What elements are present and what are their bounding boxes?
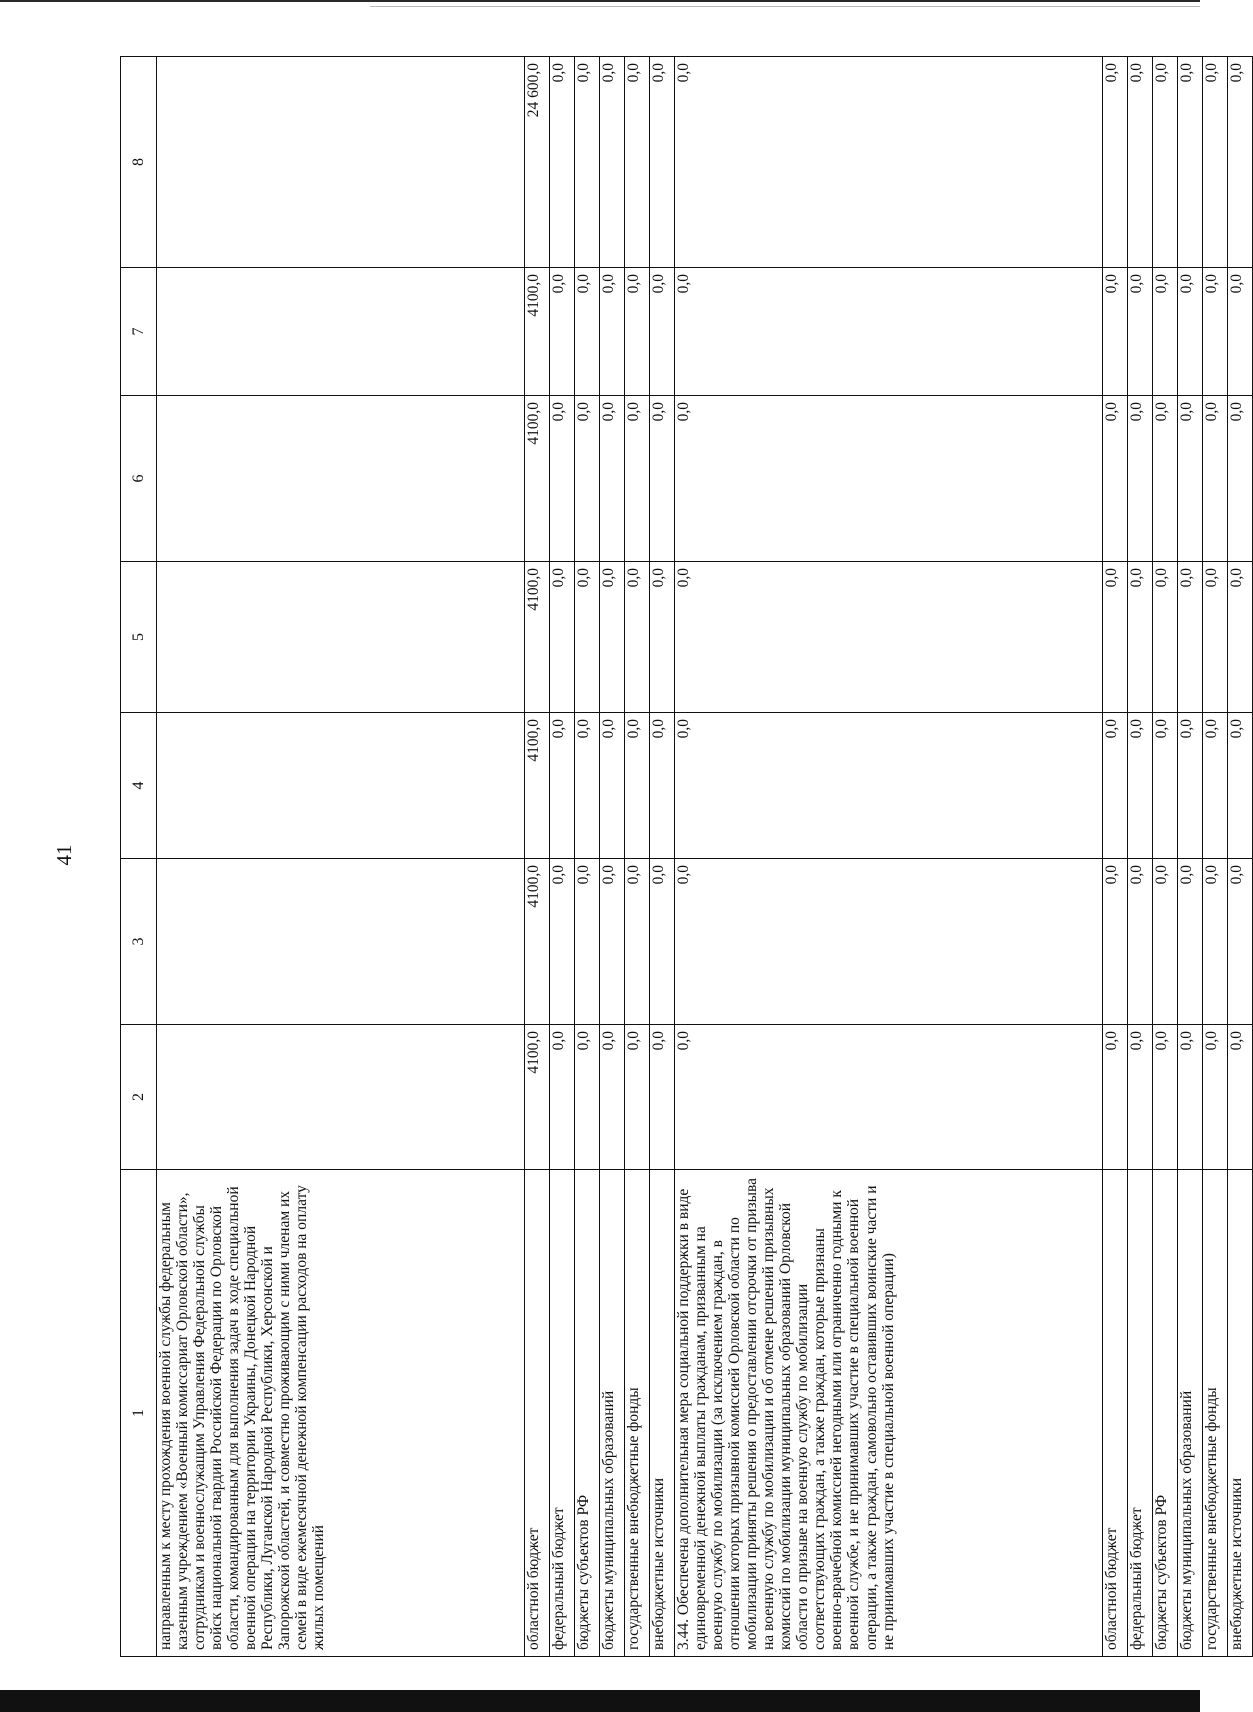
value-cell: 0,0 xyxy=(1153,268,1178,396)
total-value-cell: 0,0 xyxy=(1128,57,1153,268)
value-cell: 0,0 xyxy=(1128,713,1153,859)
value-cell: 4100,0 xyxy=(525,859,550,1025)
value-cell: 0,0 xyxy=(1128,562,1153,713)
value-cell: 0,0 xyxy=(675,859,1103,1025)
total-value-cell: 24 600,0 xyxy=(525,57,550,268)
value-cell: 0,0 xyxy=(1228,713,1253,859)
col-header-5: 5 xyxy=(121,562,157,713)
value-cell: 0,0 xyxy=(1153,396,1178,562)
total-value-cell: 0,0 xyxy=(1228,57,1253,268)
value-cell: 0,0 xyxy=(1203,713,1228,859)
funding-row-state-funds xyxy=(625,57,650,1657)
value-cell: 0,0 xyxy=(1153,859,1178,1025)
value-cell: 4100,0 xyxy=(525,1025,550,1170)
value-cell: 0,0 xyxy=(1203,562,1228,713)
col-header-6: 6 xyxy=(121,396,157,562)
col-header-7: 7 xyxy=(121,268,157,396)
value-cell: 4100,0 xyxy=(525,268,550,396)
value-cell: 4100,0 xyxy=(525,713,550,859)
value-cell: 0,0 xyxy=(650,396,675,562)
value-cell: 0,0 xyxy=(650,268,675,396)
col-header-2: 2 xyxy=(121,1025,157,1170)
value-cell: 0,0 xyxy=(600,396,625,562)
value-cell: 0,0 xyxy=(675,268,1103,396)
value-cell: 0,0 xyxy=(1203,859,1228,1025)
value-cell: 0,0 xyxy=(575,268,600,396)
value-cell: 0,0 xyxy=(1153,713,1178,859)
total-value-cell: 0,0 xyxy=(650,57,675,268)
value-cell: 0,0 xyxy=(675,713,1103,859)
column-number-row xyxy=(121,57,157,1657)
value-cell: 0,0 xyxy=(625,713,650,859)
funding-row-subjects xyxy=(575,57,600,1657)
value-cell: 0,0 xyxy=(675,1025,1103,1170)
funding-source-label: бюджеты субъектов РФ xyxy=(575,1170,600,1657)
value-cell: 0,0 xyxy=(600,713,625,859)
value-cell: 0,0 xyxy=(1203,396,1228,562)
total-value-cell: 0,0 xyxy=(1203,57,1228,268)
value-cell: 0,0 xyxy=(1178,859,1203,1025)
total-value-cell: 0,0 xyxy=(1103,57,1128,268)
value-cell: 0,0 xyxy=(600,859,625,1025)
value-cell: 0,0 xyxy=(1203,1025,1228,1170)
funding-source-label: внебюджетные источники xyxy=(650,1170,675,1657)
measure-description-row xyxy=(157,57,525,1657)
value-cell: 0,0 xyxy=(575,396,600,562)
value-cell: 0,0 xyxy=(1178,713,1203,859)
value-cell: 0,0 xyxy=(1178,268,1203,396)
budget-table xyxy=(120,56,1253,1657)
value-cell: 0,0 xyxy=(600,268,625,396)
measure-3-44-row xyxy=(675,57,1103,1657)
funding-row-municipal xyxy=(1178,57,1203,1657)
page-number: 41 xyxy=(52,844,76,866)
funding-source-label: областной бюджет xyxy=(1103,1170,1128,1657)
funding-source-label: внебюджетные источники xyxy=(1228,1170,1253,1657)
funding-row-regional xyxy=(525,57,550,1657)
total-value-cell: 0,0 xyxy=(1178,57,1203,268)
value-cell: 0,0 xyxy=(1203,268,1228,396)
value-cell: 0,0 xyxy=(600,562,625,713)
value-cell: 0,0 xyxy=(1228,396,1253,562)
funding-row-extrabudgetary xyxy=(650,57,675,1657)
scan-edge-bottom xyxy=(0,1690,1200,1712)
value-cell: 0,0 xyxy=(1228,268,1253,396)
value-cell: 0,0 xyxy=(1128,859,1153,1025)
value-cell: 0,0 xyxy=(625,562,650,713)
funding-source-label: областной бюджет xyxy=(525,1170,550,1657)
value-cell: 0,0 xyxy=(1103,859,1128,1025)
total-value-cell: 0,0 xyxy=(675,57,1103,268)
value-cell: 0,0 xyxy=(675,562,1103,713)
value-cell: 0,0 xyxy=(600,1025,625,1170)
funding-row-municipal xyxy=(600,57,625,1657)
total-value-cell: 0,0 xyxy=(600,57,625,268)
value-cell: 0,0 xyxy=(625,859,650,1025)
total-value-cell: 0,0 xyxy=(1153,57,1178,268)
value-cell: 4100,0 xyxy=(525,562,550,713)
value-cell: 0,0 xyxy=(550,268,575,396)
value-cell: 0,0 xyxy=(575,859,600,1025)
value-cell: 0,0 xyxy=(625,396,650,562)
funding-row-extrabudgetary xyxy=(1228,57,1253,1657)
col-header-4: 4 xyxy=(121,713,157,859)
value-cell: 0,0 xyxy=(1103,713,1128,859)
value-cell: 0,0 xyxy=(675,396,1103,562)
funding-source-label: бюджеты муниципальных образований xyxy=(600,1170,625,1657)
value-cell: 0,0 xyxy=(1153,1025,1178,1170)
value-cell: 0,0 xyxy=(1103,396,1128,562)
value-cell: 0,0 xyxy=(1128,396,1153,562)
value-cell: 0,0 xyxy=(550,1025,575,1170)
funding-source-label: государственные внебюджетные фонды xyxy=(625,1170,650,1657)
measure-description: направленным к месту прохождения военной службы федеральным казенным учреждением «Военный комиссариат Орловской области», сотрудникам и военнослужащим Управления Федеральной службы войск национальной гвардии Российской Федерации по Орловской области, командированным для выполнения задач в ходе специальной военной операции на территории Украины, Донецкой Народной Республики, Луганской Народной Республики, Херсонской и Запорожской областей, и совместно проживающим с ними членам их семей в виде ежемесячной денежной компенсации расходов на оплату жилых помещений xyxy=(157,1170,525,1657)
value-cell: 0,0 xyxy=(575,562,600,713)
funding-row-federal xyxy=(1128,57,1153,1657)
value-cell: 0,0 xyxy=(550,562,575,713)
value-cell: 0,0 xyxy=(625,1025,650,1170)
value-cell: 0,0 xyxy=(1178,396,1203,562)
value-cell: 0,0 xyxy=(1178,1025,1203,1170)
value-cell: 4100,0 xyxy=(525,396,550,562)
total-value-cell: 0,0 xyxy=(575,57,600,268)
value-cell: 0,0 xyxy=(550,859,575,1025)
funding-row-state-funds xyxy=(1203,57,1228,1657)
value-cell: 0,0 xyxy=(650,562,675,713)
funding-row-subjects xyxy=(1153,57,1178,1657)
value-cell: 0,0 xyxy=(1103,268,1128,396)
value-cell: 0,0 xyxy=(650,859,675,1025)
value-cell: 0,0 xyxy=(575,713,600,859)
measure-description: 3.44. Обеспечена дополнительная мера социальной поддержки в виде единовременной денежной выплаты гражданам, призванным на военную службу по мобилизации (за исключением граждан, в отношении которых призывной комиссией Орловской области по мобилизации приняты решения о предоставлении отсрочки от призыва на военную службу по мобилизации и об отмене решений призывных комиссий по мобилизации муниципальных образований Орловской области о призыве на военную службу по мобилизации соответствующих граждан, а также граждан, которые признаны военно-врачебной комиссией негодными или ограниченно годными к военной службе, и не принимавших участие в специальной военной операции, а также граждан, самовольно оставивших воинские части и не принимавших участие в специальной военной операции) xyxy=(675,1170,1103,1657)
value-cell: 0,0 xyxy=(625,268,650,396)
total-value-cell: 0,0 xyxy=(625,57,650,268)
col-header-1: 1 xyxy=(121,1170,157,1657)
funding-source-label: государственные внебюджетные фонды xyxy=(1203,1170,1228,1657)
value-cell: 0,0 xyxy=(1228,562,1253,713)
value-cell: 0,0 xyxy=(1103,1025,1128,1170)
value-cell: 0,0 xyxy=(1128,268,1153,396)
value-cell: 0,0 xyxy=(1153,562,1178,713)
value-cell: 0,0 xyxy=(1178,562,1203,713)
col-header-8: 8 xyxy=(121,57,157,268)
value-cell: 0,0 xyxy=(1228,1025,1253,1170)
col-header-3: 3 xyxy=(121,859,157,1025)
value-cell: 0,0 xyxy=(550,713,575,859)
funding-source-label: федеральный бюджет xyxy=(550,1170,575,1657)
funding-source-label: бюджеты субъектов РФ xyxy=(1153,1170,1178,1657)
total-value-cell: 0,0 xyxy=(550,57,575,268)
value-cell: 0,0 xyxy=(1228,859,1253,1025)
funding-row-federal xyxy=(550,57,575,1657)
value-cell: 0,0 xyxy=(550,396,575,562)
value-cell: 0,0 xyxy=(1103,562,1128,713)
value-cell: 0,0 xyxy=(650,713,675,859)
funding-source-label: бюджеты муниципальных образований xyxy=(1178,1170,1203,1657)
funding-row-regional xyxy=(1103,57,1128,1657)
value-cell: 0,0 xyxy=(1128,1025,1153,1170)
funding-source-label: федеральный бюджет xyxy=(1128,1170,1153,1657)
value-cell: 0,0 xyxy=(650,1025,675,1170)
value-cell: 0,0 xyxy=(575,1025,600,1170)
